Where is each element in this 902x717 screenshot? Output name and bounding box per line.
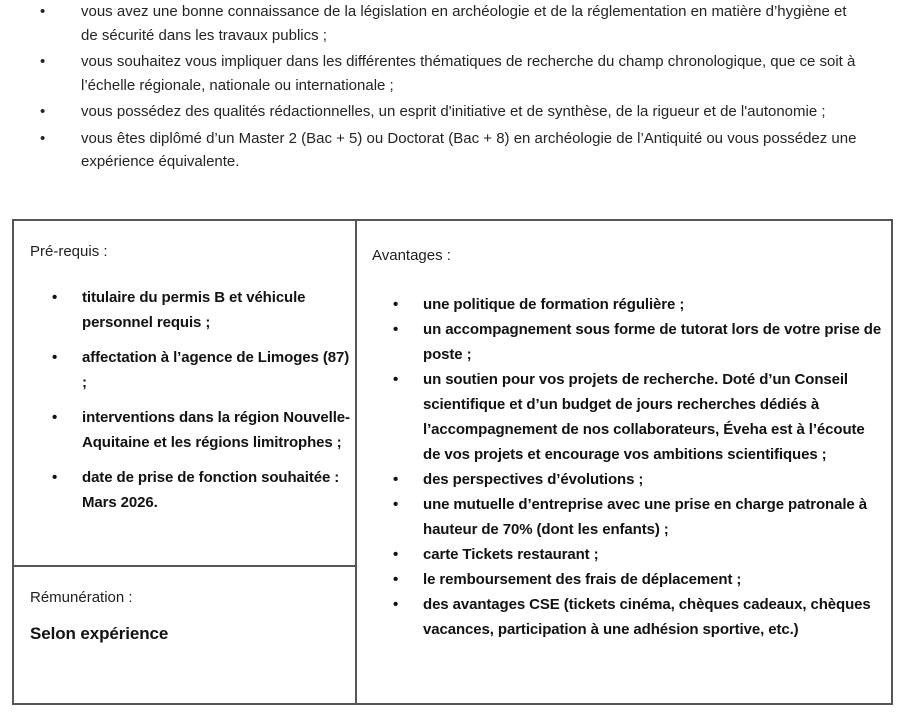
advantage-item: • une mutuelle d’entreprise avec une prise en charge patronale à hauteur de 70% (dont les enfants) ; (372, 492, 885, 542)
advantages-cell (357, 221, 891, 703)
remuneration-value: Selon expérience (30, 624, 169, 643)
advantage-item: • une politique de formation régulière ; (372, 292, 885, 317)
advantage-item: • carte Tickets restaurant ; (372, 542, 885, 567)
prerequisite-item: • titulaire du permis B et véhicule personnel requis ; (30, 285, 353, 335)
advantage-item: • des avantages CSE (tickets cinéma, chèques cadeaux, chèques vacances, participation à une adhésion sportive, etc.) (372, 592, 885, 642)
advantages-label: Avantages : (372, 247, 451, 264)
prerequisites-cell (14, 221, 355, 567)
advantage-item: • un soutien pour vos projets de recherche. Doté d’un Conseil scientifique et d’un budget de jours recherches dédiés à l’accompagnement de nos collaborateurs, Éveha est à l’écoute de vos projets et encourage vos ambitions scientifiques ; (372, 367, 885, 467)
advantages-list (372, 292, 885, 642)
remuneration-cell (14, 567, 355, 703)
prerequisites-list (30, 285, 353, 515)
prerequisite-item: • interventions dans la région Nouvelle-Aquitaine et les régions limitrophes ; (30, 405, 353, 455)
advantage-item: • un accompagnement sous forme de tutorat lors de votre prise de poste ; (372, 317, 885, 367)
prerequisite-item: • affectation à l’agence de Limoges (87) ; (30, 345, 353, 395)
table-left-column (14, 221, 357, 703)
prerequisite-item: • date de prise de fonction souhaitée : Mars 2026. (30, 465, 353, 515)
intro-requirement-item: • vous êtes diplômé d’un Master 2 (Bac + 5) ou Doctorat (Bac + 8) en archéologie de l’Antiquité ou vous possédez une expérience équivalente. (39, 127, 861, 174)
intro-requirements-list (39, 0, 861, 174)
remuneration-label: Rémunération : (30, 589, 133, 606)
advantage-item: • des perspectives d’évolutions ; (372, 467, 885, 492)
intro-requirement-item: • vous avez une bonne connaissance de la législation en archéologie et de la réglementation en matière d’hygiène et de sécurité dans les travaux publics ; (39, 0, 861, 47)
intro-requirement-item: • vous possédez des qualités rédactionnelles, un esprit d'initiative et de synthèse, de la rigueur et de l'autonomie ; (39, 100, 861, 124)
job-details-table (12, 219, 893, 705)
intro-requirement-item: • vous souhaitez vous impliquer dans les différentes thématiques de recherche du champ chronologique, que ce soit à l’échelle régionale, nationale ou internationale ; (39, 50, 861, 97)
prerequisites-label: Pré-requis : (30, 243, 108, 260)
advantage-item: • le remboursement des frais de déplacement ; (372, 567, 885, 592)
